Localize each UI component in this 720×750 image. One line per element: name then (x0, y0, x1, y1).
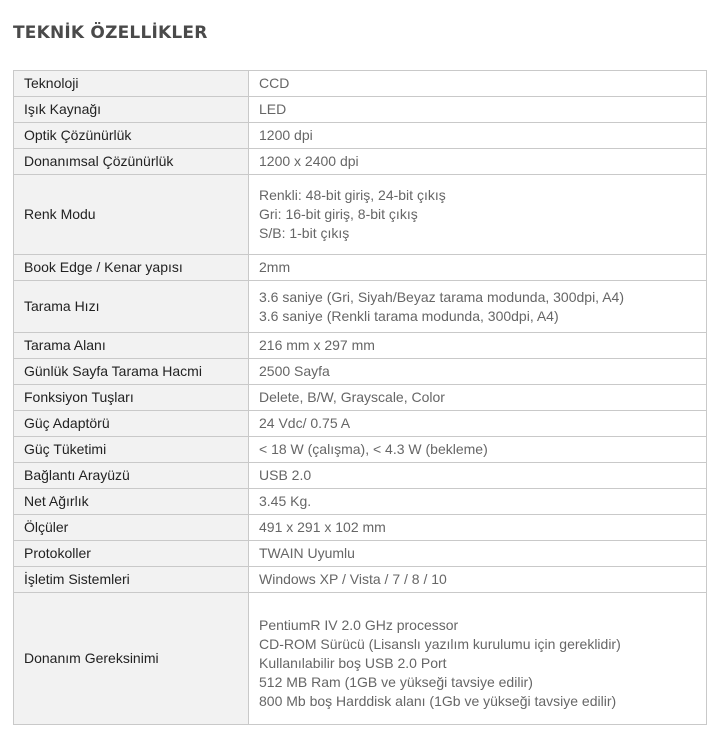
spec-row (14, 567, 707, 593)
spec-value-line: < 18 W (çalışma), < 4.3 W (bekleme) (259, 441, 488, 457)
spec-row (14, 97, 707, 123)
spec-value (249, 149, 707, 175)
spec-value (249, 411, 707, 437)
spec-label: Book Edge / Kenar yapısı (14, 255, 249, 281)
spec-label: Ölçüler (14, 515, 249, 541)
spec-value (249, 489, 707, 515)
spec-label: Optik Çözünürlük (14, 123, 249, 149)
spec-row (14, 411, 707, 437)
spec-label: İşletim Sistemleri (14, 567, 249, 593)
spec-value-line: USB 2.0 (259, 467, 312, 483)
spec-value-line: TWAIN Uyumlu (259, 545, 355, 561)
spec-row (14, 359, 707, 385)
spec-label: Donanım Gereksinimi (14, 593, 249, 725)
spec-row (14, 123, 707, 149)
spec-row (14, 255, 707, 281)
spec-value-line: Gri: 16-bit giriş, 8-bit çıkış (259, 206, 418, 222)
spec-row (14, 593, 707, 725)
spec-value-line: S/B: 1-bit çıkış (259, 225, 350, 241)
spec-value (249, 71, 707, 97)
spec-value-line: 216 mm x 297 mm (259, 337, 375, 353)
spec-value-line: 1200 x 2400 dpi (259, 153, 359, 169)
spec-label: Teknoloji (14, 71, 249, 97)
spec-row (14, 385, 707, 411)
spec-value (249, 515, 707, 541)
spec-row (14, 515, 707, 541)
spec-row (14, 149, 707, 175)
spec-row (14, 463, 707, 489)
spec-value (249, 385, 707, 411)
spec-label: Net Ağırlık (14, 489, 249, 515)
spec-label: Renk Modu (14, 175, 249, 255)
spec-label: Günlük Sayfa Tarama Hacmi (14, 359, 249, 385)
spec-label: Güç Adaptörü (14, 411, 249, 437)
spec-value-line: LED (259, 101, 287, 117)
spec-label: Tarama Alanı (14, 333, 249, 359)
spec-value-line: Windows XP / Vista / 7 / 8 / 10 (259, 571, 447, 587)
spec-table-body (14, 71, 707, 725)
spec-value-line: CCD (259, 75, 290, 91)
spec-label: Donanımsal Çözünürlük (14, 149, 249, 175)
spec-value (249, 437, 707, 463)
spec-value-line: 3.6 saniye (Gri, Siyah/Beyaz tarama modunda, 300dpi, A4) (259, 288, 624, 305)
section-title: TEKNİK ÖZELLİKLER (13, 23, 208, 43)
spec-value-line: 24 Vdc/ 0.75 A (259, 415, 351, 431)
spec-value-line: PentiumR IV 2.0 GHz processor (259, 617, 459, 633)
spec-value (249, 359, 707, 385)
spec-label: Bağlantı Arayüzü (14, 463, 249, 489)
spec-value (249, 463, 707, 489)
spec-row (14, 489, 707, 515)
spec-value-line: Delete, B/W, Grayscale, Color (259, 389, 445, 405)
spec-label: Tarama Hızı (14, 281, 249, 333)
spec-value-line: 800 Mb boş Harddisk alanı (1Gb ve yükseği tavsiye edilir) (259, 693, 617, 709)
spec-table (13, 70, 707, 725)
spec-value-line: 3.6 saniye (Renkli tarama modunda, 300dpi, A4) (259, 307, 559, 324)
spec-label: Işık Kaynağı (14, 97, 249, 123)
spec-value (249, 541, 707, 567)
spec-value-line: 491 x 291 x 102 mm (259, 519, 386, 535)
spec-value-line: Kullanılabilir boş USB 2.0 Port (259, 655, 447, 671)
spec-row (14, 281, 707, 333)
spec-value (249, 123, 707, 149)
spec-value (249, 281, 707, 333)
spec-row (14, 175, 707, 255)
spec-label: Güç Tüketimi (14, 437, 249, 463)
spec-value-line: 2mm (259, 259, 291, 275)
spec-value (249, 593, 707, 725)
spec-label: Protokoller (14, 541, 249, 567)
spec-value-line: 512 MB Ram (1GB ve yükseği tavsiye edilir) (259, 674, 533, 690)
spec-row (14, 333, 707, 359)
spec-value-line: CD-ROM Sürücü (Lisanslı yazılım kurulumu için gereklidir) (259, 636, 621, 652)
spec-value (249, 97, 707, 123)
spec-label: Fonksiyon Tuşları (14, 385, 249, 411)
spec-row (14, 541, 707, 567)
spec-value-line: 1200 dpi (259, 127, 313, 143)
spec-value (249, 567, 707, 593)
spec-value (249, 175, 707, 255)
spec-value (249, 333, 707, 359)
spec-value-line: Renkli: 48-bit giriş, 24-bit çıkış (259, 187, 446, 203)
spec-row (14, 437, 707, 463)
spec-value-line: 2500 Sayfa (259, 363, 330, 379)
spec-value (249, 255, 707, 281)
spec-row (14, 71, 707, 97)
spec-value-line: 3.45 Kg. (259, 493, 312, 509)
